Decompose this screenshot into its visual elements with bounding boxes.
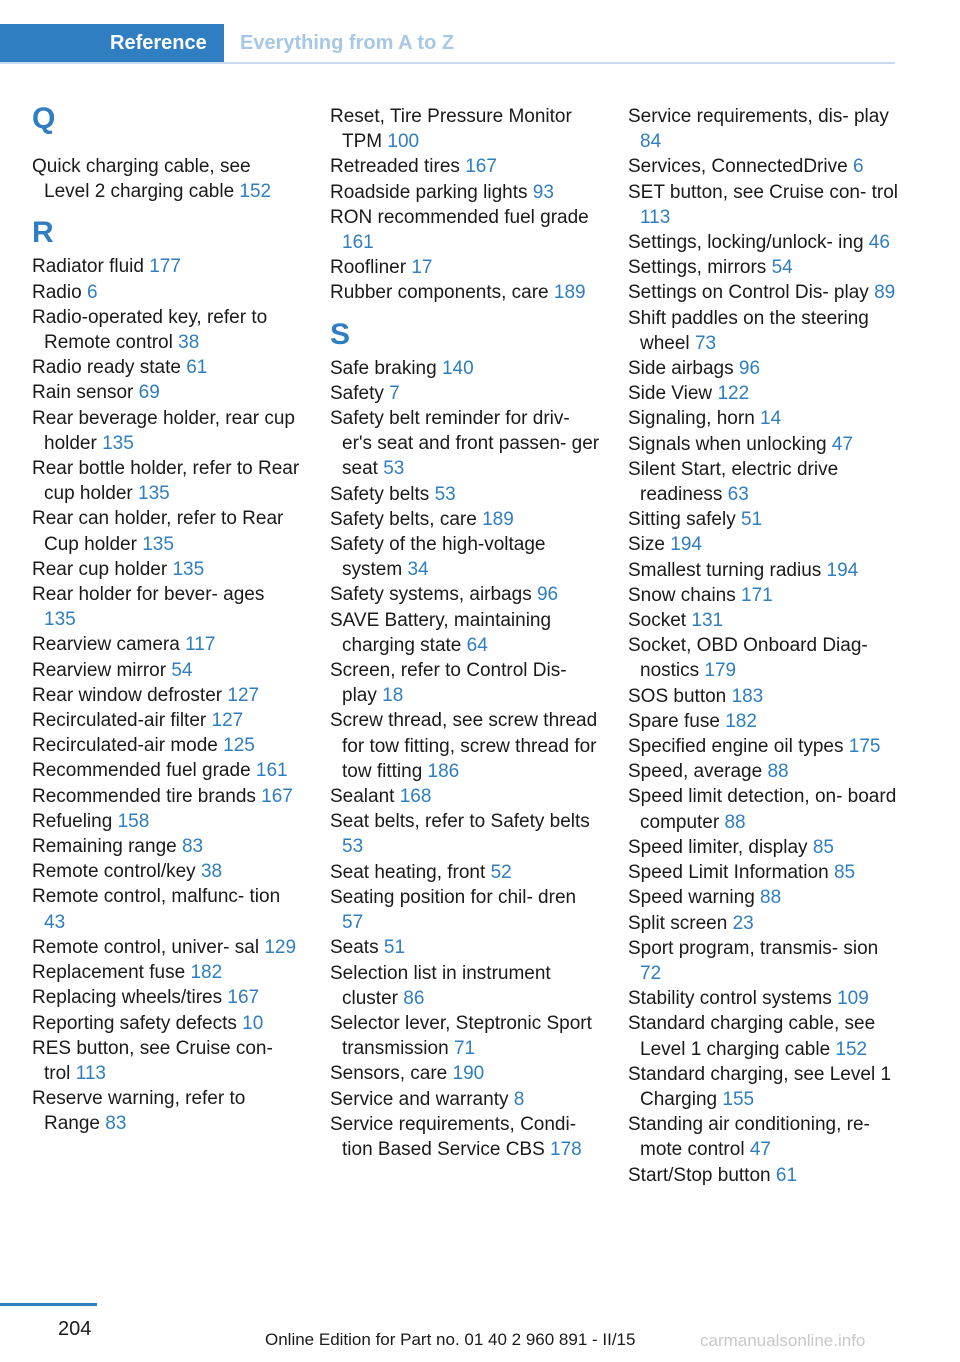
index-entry bbox=[32, 406, 300, 456]
index-entry bbox=[628, 936, 898, 986]
index-entry bbox=[32, 380, 300, 405]
index-entry bbox=[32, 985, 300, 1010]
index-entry-text: Settings, mirrors bbox=[628, 257, 767, 279]
index-entry-text: Split screen bbox=[628, 912, 728, 934]
page-reference-link[interactable]: 47 bbox=[831, 433, 853, 455]
index-entry bbox=[330, 532, 600, 582]
page-reference-link[interactable]: 23 bbox=[732, 912, 754, 934]
index-entry bbox=[628, 583, 898, 608]
index-entry bbox=[330, 708, 600, 784]
index-entry bbox=[32, 582, 300, 632]
index-entry-text: Replacement fuse bbox=[32, 962, 186, 984]
index-entry bbox=[32, 305, 300, 355]
page-reference-link[interactable]: 7 bbox=[389, 382, 400, 404]
page-reference-link[interactable]: 61 bbox=[775, 1164, 798, 1186]
index-entry bbox=[628, 1062, 898, 1112]
index-entry bbox=[628, 532, 898, 557]
index-entry bbox=[32, 834, 300, 859]
index-entry bbox=[32, 506, 300, 556]
index-entry-text: Safety belts, care bbox=[330, 508, 477, 530]
index-entry bbox=[330, 885, 600, 935]
index-entry bbox=[628, 759, 898, 784]
index-column-1 bbox=[32, 104, 300, 1137]
index-entry bbox=[628, 104, 898, 154]
page-reference-link[interactable]: 38 bbox=[178, 332, 200, 354]
page-reference-link[interactable]: 117 bbox=[185, 634, 216, 656]
page-reference-link[interactable]: 171 bbox=[741, 584, 773, 606]
index-entry bbox=[628, 180, 898, 230]
tab-reference[interactable]: Reference bbox=[0, 24, 224, 62]
page-reference-link[interactable]: 167 bbox=[261, 785, 293, 807]
index-entry-text: Remaining range bbox=[32, 836, 177, 858]
index-entry-text: Stability control systems bbox=[628, 988, 832, 1010]
page-reference-link[interactable]: 53 bbox=[383, 458, 405, 480]
index-entry-text: Safe braking bbox=[330, 357, 437, 379]
index-entry-text: Silent Start, electric drive readiness bbox=[628, 458, 839, 506]
page-reference-link[interactable]: 83 bbox=[181, 836, 204, 858]
page-reference-link[interactable]: 63 bbox=[727, 484, 749, 506]
index-entry bbox=[32, 859, 300, 884]
page-reference-link[interactable]: 100 bbox=[387, 131, 420, 153]
index-entry-text: Speed warning bbox=[628, 887, 755, 909]
page-reference-link[interactable]: 53 bbox=[342, 836, 364, 858]
index-entry bbox=[32, 884, 300, 934]
index-entry-text: Sitting safely bbox=[628, 509, 736, 531]
page-reference-link[interactable]: 125 bbox=[223, 735, 255, 757]
page-reference-link[interactable]: 43 bbox=[44, 911, 66, 933]
index-entry-text: Service requirements, Condi- tion Based Service CBS bbox=[330, 1113, 577, 1160]
index-entry-text: Radio ready state bbox=[32, 357, 181, 379]
page-reference-link[interactable]: 69 bbox=[138, 382, 160, 404]
index-entry-text: Rear can holder, refer to Rear Cup holder bbox=[32, 508, 284, 555]
index-entry bbox=[628, 911, 898, 936]
index-entry-text: Signaling, horn bbox=[628, 408, 755, 430]
page-reference-link[interactable]: 6 bbox=[852, 156, 864, 178]
index-entry-text: Rear holder for bever- ages bbox=[32, 584, 265, 606]
page-reference-link[interactable]: 194 bbox=[670, 534, 702, 556]
index-entry-text: Recirculated-air filter bbox=[32, 710, 207, 732]
index-entry-text: Reporting safety defects bbox=[32, 1012, 237, 1034]
page-reference-link[interactable]: 135 bbox=[102, 432, 134, 454]
index-entry-text: Reserve warning, refer to Range bbox=[32, 1088, 246, 1135]
page-reference-link[interactable]: 190 bbox=[452, 1063, 485, 1085]
page-reference-link[interactable]: 52 bbox=[490, 861, 512, 883]
index-entry-text: Quick charging cable, see Level 2 charging cable bbox=[32, 156, 251, 203]
index-entry bbox=[330, 784, 600, 809]
index-entry bbox=[32, 456, 300, 506]
page-reference-link[interactable]: 14 bbox=[760, 408, 782, 430]
index-entry-text: Replacing wheels/tires bbox=[32, 987, 223, 1009]
page-reference-link[interactable]: 6 bbox=[86, 281, 98, 303]
index-entry bbox=[628, 885, 898, 910]
index-entry bbox=[330, 1061, 600, 1086]
footer-divider bbox=[0, 1303, 97, 1306]
page-reference-link[interactable]: 46 bbox=[868, 232, 890, 254]
page-reference-link[interactable]: 167 bbox=[227, 987, 260, 1009]
index-entry-text: Sealant bbox=[330, 786, 395, 808]
index-entry bbox=[628, 1163, 898, 1188]
page-reference-link[interactable]: 17 bbox=[411, 257, 433, 279]
page-reference-link[interactable]: 186 bbox=[427, 760, 460, 782]
page-reference-link[interactable]: 84 bbox=[640, 131, 662, 153]
index-entry bbox=[628, 986, 898, 1011]
page-reference-link[interactable]: 38 bbox=[200, 861, 223, 883]
index-entry bbox=[32, 658, 300, 683]
index-entry-text: Screw thread, see screw thread for tow fitting, screw thread for tow fitting bbox=[330, 710, 598, 782]
index-entry-text: Snow chains bbox=[628, 584, 736, 606]
page-reference-link[interactable]: 152 bbox=[835, 1038, 868, 1060]
index-entry bbox=[628, 734, 898, 759]
index-entry bbox=[628, 280, 898, 305]
page-reference-link[interactable]: 18 bbox=[382, 685, 404, 707]
index-entry-text: Rear cup holder bbox=[32, 558, 168, 580]
index-entry bbox=[32, 1036, 300, 1086]
index-entry-text: Seating position for chil- dren bbox=[330, 886, 577, 908]
page-reference-link[interactable]: 61 bbox=[186, 357, 208, 379]
page-reference-link[interactable]: 182 bbox=[190, 962, 223, 984]
page-reference-link[interactable]: 109 bbox=[837, 988, 869, 1010]
index-entry bbox=[32, 632, 300, 657]
watermark: carmanualsonline.info bbox=[700, 1331, 866, 1350]
section-letter: S bbox=[330, 317, 351, 351]
page-reference-link[interactable]: 10 bbox=[242, 1012, 264, 1034]
page-reference-link[interactable]: 182 bbox=[725, 710, 757, 732]
index-entry bbox=[330, 104, 600, 154]
page-reference-link[interactable]: 135 bbox=[172, 558, 205, 580]
index-entry bbox=[32, 557, 300, 582]
page-reference-link[interactable]: 64 bbox=[466, 634, 488, 656]
page-reference-link[interactable]: 127 bbox=[227, 684, 260, 706]
index-entry-text: Smallest turning radius bbox=[628, 559, 822, 581]
index-entry-text: Speed, average bbox=[628, 761, 763, 783]
page-reference-link[interactable]: 135 bbox=[142, 533, 174, 555]
index-entry bbox=[32, 1086, 300, 1136]
index-entry-text: Rubber components, care bbox=[330, 282, 549, 304]
index-entry-text: Socket, OBD Onboard Diag- nostics bbox=[628, 635, 868, 682]
index-entry bbox=[330, 280, 600, 305]
index-entry-text: Sensors, care bbox=[330, 1063, 448, 1085]
page-reference-link[interactable]: 72 bbox=[640, 962, 662, 984]
index-entry-text: Settings, locking/unlock- ing bbox=[628, 232, 864, 254]
index-entry bbox=[628, 306, 898, 356]
page-reference-link[interactable]: 73 bbox=[694, 332, 717, 354]
index-entry bbox=[628, 230, 898, 255]
index-entry-text: Speed Limit Information bbox=[628, 862, 829, 884]
index-entry bbox=[330, 154, 600, 179]
index-entry bbox=[32, 758, 300, 783]
index-entry bbox=[330, 1087, 600, 1112]
page-reference-link[interactable]: 127 bbox=[211, 710, 244, 732]
index-entry-text: Specified engine oil types bbox=[628, 736, 844, 758]
index-entry bbox=[330, 809, 600, 859]
index-entry bbox=[32, 708, 300, 733]
page-reference-link[interactable]: 93 bbox=[532, 181, 554, 203]
index-entry-text: Selector lever, Steptronic Sport transmission bbox=[330, 1012, 592, 1060]
page-header bbox=[0, 24, 895, 64]
index-entry-text: Spare fuse bbox=[628, 710, 720, 732]
index-entry-text: Standing air conditioning, re- mote control bbox=[628, 1114, 870, 1161]
index-entry-text: Standard charging, see Level 1 Charging bbox=[628, 1063, 892, 1110]
index-entry-text: Safety bbox=[330, 382, 384, 404]
index-entry bbox=[330, 608, 600, 658]
tab-everything-from-a-to-z[interactable]: Everything from A to Z bbox=[240, 32, 455, 54]
index-entry-text: Service requirements, dis- play bbox=[628, 106, 889, 127]
page-reference-link[interactable]: 152 bbox=[239, 181, 272, 203]
index-entry bbox=[628, 457, 898, 507]
index-entry bbox=[330, 658, 600, 708]
index-entry bbox=[628, 255, 898, 280]
page-reference-link[interactable]: 113 bbox=[75, 1062, 106, 1084]
page-reference-link[interactable]: 85 bbox=[812, 836, 834, 858]
index-entry bbox=[330, 255, 600, 280]
page-reference-link[interactable]: 189 bbox=[553, 282, 586, 304]
index-entry-text: Rain sensor bbox=[32, 382, 134, 404]
index-column-3 bbox=[628, 104, 898, 1188]
index-entry bbox=[32, 809, 300, 834]
page-reference-link[interactable]: 179 bbox=[704, 660, 737, 682]
page-reference-link[interactable]: 122 bbox=[717, 383, 750, 405]
index-entry bbox=[32, 254, 300, 279]
index-entry bbox=[628, 356, 898, 381]
page-reference-link[interactable]: 8 bbox=[513, 1088, 525, 1110]
index-entry-text: Side View bbox=[628, 383, 713, 405]
page-reference-link[interactable]: 51 bbox=[383, 937, 406, 959]
index-entry bbox=[628, 432, 898, 457]
index-entry bbox=[330, 582, 600, 607]
index-entry-text: SET button, see Cruise con- trol bbox=[628, 181, 898, 203]
index-entry-text: Settings on Control Dis- play bbox=[628, 282, 869, 304]
index-entry-text: SAVE Battery, maintaining charging state bbox=[330, 609, 552, 656]
page-reference-link[interactable]: 155 bbox=[722, 1088, 755, 1110]
index-entry bbox=[32, 683, 300, 708]
page-reference-link[interactable]: 189 bbox=[482, 508, 514, 530]
index-entry-text: Seat belts, refer to Safety belts bbox=[330, 811, 590, 833]
index-entry-text: Remote control, malfunc- tion bbox=[32, 886, 281, 908]
index-entry bbox=[628, 835, 898, 860]
index-entry-text: Speed limit detection, on- board computer bbox=[628, 786, 897, 833]
index-entry-text: Services, ConnectedDrive bbox=[628, 156, 848, 178]
index-entry bbox=[628, 154, 898, 179]
page-reference-link[interactable]: 51 bbox=[741, 509, 763, 531]
page-reference-link[interactable]: 131 bbox=[691, 610, 724, 632]
page-reference-link[interactable]: 168 bbox=[399, 786, 432, 808]
index-entry-text: Socket bbox=[628, 610, 687, 632]
index-entry-text: Safety of the high-voltage system bbox=[330, 534, 546, 581]
index-entry-text: Side airbags bbox=[628, 358, 734, 380]
index-entry-text: Seats bbox=[330, 937, 379, 959]
index-entry-text: Shift paddles on the steering wheel bbox=[628, 307, 869, 354]
page-number: 204 bbox=[58, 1318, 92, 1340]
index-entry-text: Radio bbox=[32, 281, 82, 303]
index-entry bbox=[330, 860, 600, 885]
index-entry-text: Remote control, univer- sal bbox=[32, 936, 260, 958]
index-entry bbox=[628, 860, 898, 885]
index-entry-text: Roofliner bbox=[330, 257, 407, 279]
index-entry bbox=[628, 709, 898, 734]
section-letter: R bbox=[32, 216, 54, 250]
index-entry-text: Rear beverage holder, rear cup holder bbox=[32, 407, 295, 454]
page-reference-link[interactable]: 161 bbox=[255, 760, 288, 782]
index-entry-text: Retreaded tires bbox=[330, 156, 460, 178]
index-entry bbox=[32, 1011, 300, 1036]
index-entry bbox=[32, 733, 300, 758]
page-reference-link[interactable]: 177 bbox=[149, 256, 181, 278]
index-entry-text: Refueling bbox=[32, 810, 113, 832]
index-entry-text: Reset, Tire Pressure Monitor TPM bbox=[330, 106, 572, 153]
index-entry bbox=[628, 1112, 898, 1162]
page-reference-link[interactable]: 86 bbox=[403, 987, 425, 1009]
index-entry bbox=[628, 1011, 898, 1061]
edition-note: Online Edition for Part no. 01 40 2 960 891 - II/15 bbox=[265, 1330, 636, 1349]
page-reference-link[interactable]: 96 bbox=[738, 358, 761, 380]
index-entry bbox=[32, 280, 300, 305]
index-entry bbox=[330, 406, 600, 482]
page-reference-link[interactable]: 88 bbox=[724, 811, 746, 833]
page-reference-link[interactable]: 183 bbox=[731, 685, 764, 707]
index-entry bbox=[330, 961, 600, 1011]
index-entry-text: Radiator fluid bbox=[32, 256, 144, 278]
index-entry bbox=[628, 633, 898, 683]
index-entry-text: RES button, see Cruise con- trol bbox=[32, 1037, 273, 1084]
index-entry-text: Safety belt reminder for driv- er's seat and front passen- ger seat bbox=[330, 408, 600, 480]
index-entry-text: Selection list in instrument cluster bbox=[330, 962, 551, 1009]
index-entry-text: Rear window defroster bbox=[32, 684, 223, 706]
index-entry-text: Recommended tire brands bbox=[32, 785, 256, 807]
index-entry bbox=[330, 1011, 600, 1061]
page-reference-link[interactable]: 85 bbox=[833, 862, 856, 884]
index-entry-text: Speed limiter, display bbox=[628, 836, 808, 858]
index-entry bbox=[330, 482, 600, 507]
index-entry bbox=[628, 684, 898, 709]
page-reference-link[interactable]: 53 bbox=[434, 483, 456, 505]
index-entry bbox=[330, 356, 600, 381]
page-reference-link[interactable]: 47 bbox=[749, 1139, 771, 1161]
page-reference-link[interactable]: 88 bbox=[760, 887, 782, 909]
index-entry bbox=[32, 154, 300, 204]
index-entry-text: Start/Stop button bbox=[628, 1164, 771, 1186]
index-entry bbox=[330, 507, 600, 532]
index-entry bbox=[330, 381, 600, 406]
page-reference-link[interactable]: 113 bbox=[640, 206, 671, 228]
page-reference-link[interactable]: 54 bbox=[771, 257, 793, 279]
index-entry bbox=[628, 507, 898, 532]
index-entry bbox=[330, 1112, 600, 1162]
index-entry bbox=[330, 180, 600, 205]
index-entry-text: Screen, refer to Control Dis- play bbox=[330, 660, 567, 707]
index-entry-text: Roadside parking lights bbox=[330, 181, 528, 203]
page-reference-link[interactable]: 135 bbox=[138, 483, 170, 505]
page-reference-link[interactable]: 129 bbox=[264, 936, 297, 958]
index-entry-text: Radio-operated key, refer to Remote control bbox=[32, 306, 268, 354]
index-entry bbox=[32, 935, 300, 960]
index-entry bbox=[32, 960, 300, 985]
index-entry bbox=[330, 205, 600, 255]
index-entry-text: Rearview mirror bbox=[32, 659, 167, 681]
index-entry bbox=[628, 784, 898, 834]
index-entry-text: Recommended fuel grade bbox=[32, 760, 251, 782]
index-entry-text: Signals when unlocking bbox=[628, 433, 827, 455]
page-reference-link[interactable]: 54 bbox=[171, 659, 193, 681]
page-reference-link[interactable]: 83 bbox=[105, 1113, 127, 1135]
page-reference-link[interactable]: 158 bbox=[117, 810, 150, 832]
index-entry-text: Remote control/key bbox=[32, 861, 196, 883]
index-entry-text: Sport program, transmis- sion bbox=[628, 937, 879, 959]
page-reference-link[interactable]: 161 bbox=[342, 232, 374, 254]
index-entry-text: Size bbox=[628, 534, 665, 556]
index-entry-text: Standard charging cable, see Level 1 charging cable bbox=[628, 1013, 876, 1060]
index-entry bbox=[628, 381, 898, 406]
index-entry-text: Safety systems, airbags bbox=[330, 584, 532, 606]
page-reference-link[interactable]: 140 bbox=[441, 357, 474, 379]
index-entry bbox=[628, 558, 898, 583]
index-entry-text: Recirculated-air mode bbox=[32, 735, 218, 757]
page-reference-link[interactable]: 135 bbox=[44, 609, 76, 631]
index-entry bbox=[628, 406, 898, 431]
page-reference-link[interactable]: 57 bbox=[342, 912, 364, 934]
page-reference-link[interactable]: 167 bbox=[465, 156, 497, 178]
index-entry bbox=[32, 784, 300, 809]
section-letter: Q bbox=[32, 102, 56, 135]
index-entry bbox=[330, 935, 600, 960]
index-entry-text: Rear bottle holder, refer to Rear cup holder bbox=[32, 458, 300, 505]
page-reference-link[interactable]: 88 bbox=[767, 761, 789, 783]
index-entry-text: Seat heating, front bbox=[330, 861, 486, 883]
index-entry bbox=[32, 355, 300, 380]
page-reference-link[interactable]: 175 bbox=[848, 736, 881, 758]
page-reference-link[interactable]: 178 bbox=[550, 1138, 582, 1160]
index-entry-text: RON recommended fuel grade bbox=[330, 206, 589, 228]
index-entry bbox=[628, 608, 898, 633]
page-reference-link[interactable]: 71 bbox=[453, 1038, 476, 1060]
page-reference-link[interactable]: 96 bbox=[536, 584, 559, 606]
index-entry-text: Rearview camera bbox=[32, 634, 180, 656]
index-entry-text: SOS button bbox=[628, 685, 727, 707]
page-reference-link[interactable]: 89 bbox=[874, 282, 896, 304]
index-entry-text: Service and warranty bbox=[330, 1088, 509, 1110]
index-column-2 bbox=[330, 104, 600, 1162]
page-reference-link[interactable]: 34 bbox=[407, 559, 429, 581]
page-reference-link[interactable]: 194 bbox=[826, 559, 859, 581]
index-entry-text: Safety belts bbox=[330, 483, 430, 505]
